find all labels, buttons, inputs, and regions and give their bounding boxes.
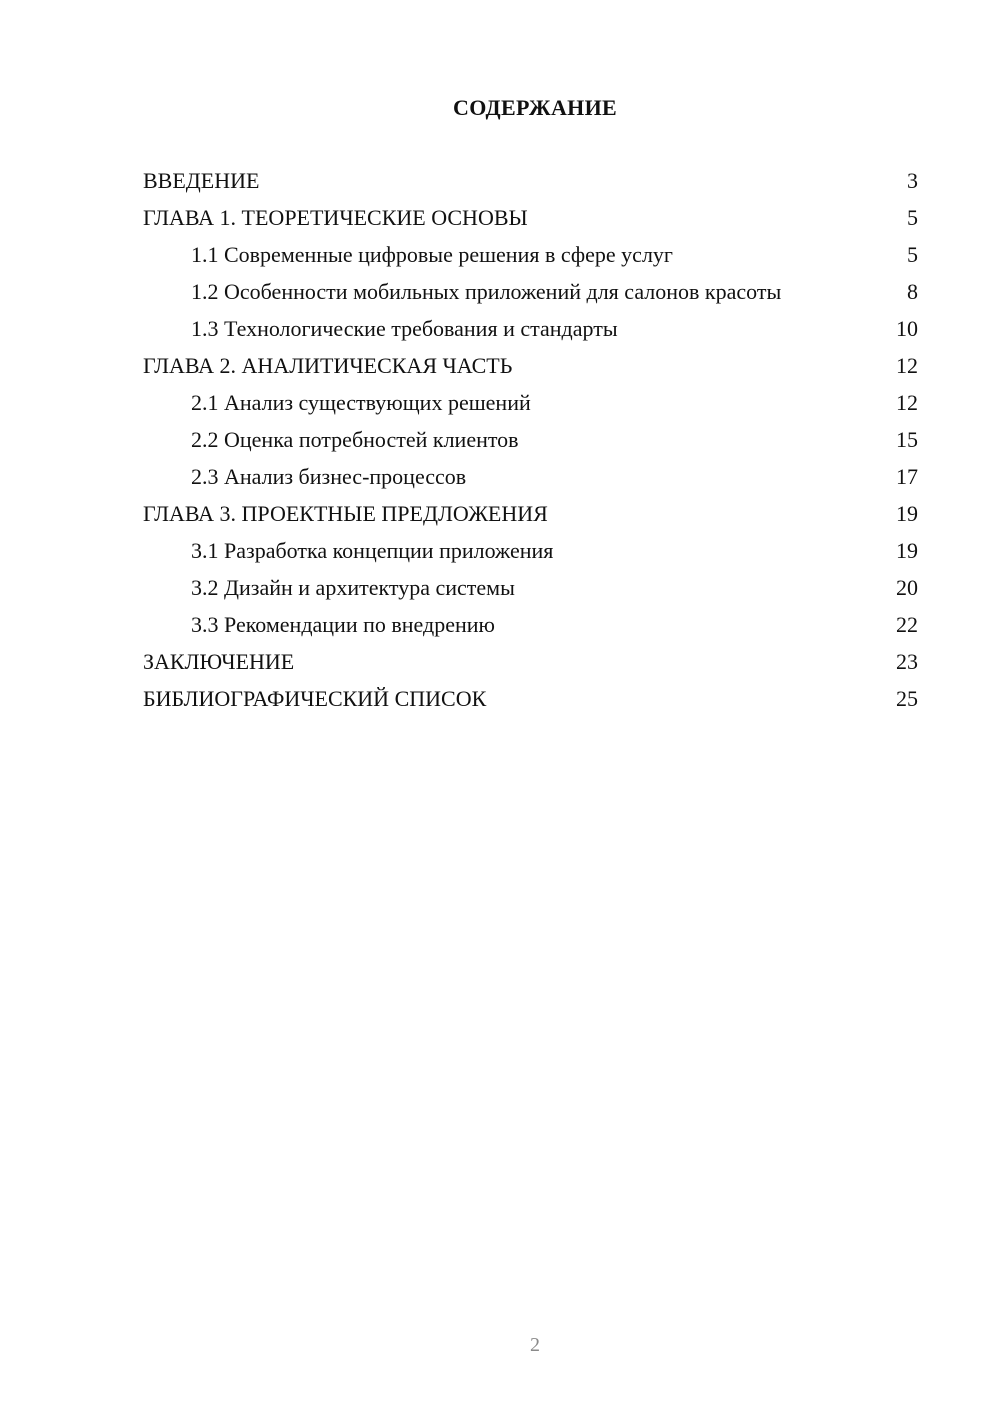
toc-entry-page: 8: [907, 279, 918, 304]
toc-title: СОДЕРЖАНИЕ: [453, 95, 617, 120]
toc-entry-text: ГЛАВА 2. АНАЛИТИЧЕСКАЯ ЧАСТЬ: [143, 353, 513, 378]
toc-entry-section-2-1: [143, 390, 918, 427]
toc-entry-text: ЗАКЛЮЧЕНИЕ: [143, 649, 295, 674]
toc-entry-page: 12: [896, 390, 918, 415]
toc-entry-text: БИБЛИОГРАФИЧЕСКИЙ СПИСОК: [143, 686, 487, 711]
toc-entry-page: 19: [896, 501, 918, 526]
toc-entry-chapter-2: [143, 353, 918, 390]
toc-entry-chapter-1: [143, 205, 918, 242]
toc-entry-section-1-2: [143, 279, 918, 316]
page-number: 2: [530, 1334, 540, 1356]
toc-entry-page: 23: [896, 649, 918, 674]
toc-entry-section-1-1: [143, 242, 918, 279]
toc-entry-page: 25: [896, 686, 918, 711]
toc-entry-text: ВВЕДЕНИЕ: [143, 168, 260, 193]
toc-entry-section-2-2: [143, 427, 918, 464]
toc-entry-page: 12: [896, 353, 918, 378]
toc-entry-page: 19: [896, 538, 918, 563]
toc-entry-conclusion: [143, 649, 918, 686]
table-of-contents: [143, 168, 918, 723]
toc-entry-page: 20: [896, 575, 918, 600]
toc-entry-text: 3.2 Дизайн и архитектура системы: [191, 575, 515, 600]
toc-entry-section-3-1: [143, 538, 918, 575]
toc-entry-page: 5: [907, 205, 918, 230]
toc-entry-text: 1.3 Технологические требования и стандарты: [191, 316, 618, 341]
toc-entry-page: 15: [896, 427, 918, 452]
toc-entry-section-1-3: [143, 316, 918, 353]
toc-entry-page: 5: [907, 242, 918, 267]
toc-entry-section-2-3: [143, 464, 918, 501]
toc-entry-text: 2.1 Анализ существующих решений: [191, 390, 531, 415]
toc-entry-text: 3.3 Рекомендации по внедрению: [191, 612, 495, 637]
toc-entry-introduction: [143, 168, 918, 205]
toc-entry-section-3-3: [143, 612, 918, 649]
toc-entry-text: 1.1 Современные цифровые решения в сфере услуг: [191, 242, 673, 267]
toc-entry-page: 17: [896, 464, 918, 489]
toc-entry-text: 3.1 Разработка концепции приложения: [191, 538, 554, 563]
toc-entry-text: ГЛАВА 1. ТЕОРЕТИЧЕСКИЕ ОСНОВЫ: [143, 205, 528, 230]
toc-entry-text: ГЛАВА 3. ПРОЕКТНЫЕ ПРЕДЛОЖЕНИЯ: [143, 501, 548, 526]
toc-entry-text: 1.2 Особенности мобильных приложений для салонов красоты: [191, 279, 782, 304]
toc-entry-page: 22: [896, 612, 918, 637]
toc-entry-page: 3: [907, 168, 918, 193]
toc-entry-chapter-3: [143, 501, 918, 538]
toc-entry-section-3-2: [143, 575, 918, 612]
toc-entry-page: 10: [896, 316, 918, 341]
toc-entry-bibliography: [143, 686, 918, 723]
toc-entry-text: 2.2 Оценка потребностей клиентов: [191, 427, 519, 452]
toc-entry-text: 2.3 Анализ бизнес-процессов: [191, 464, 467, 489]
